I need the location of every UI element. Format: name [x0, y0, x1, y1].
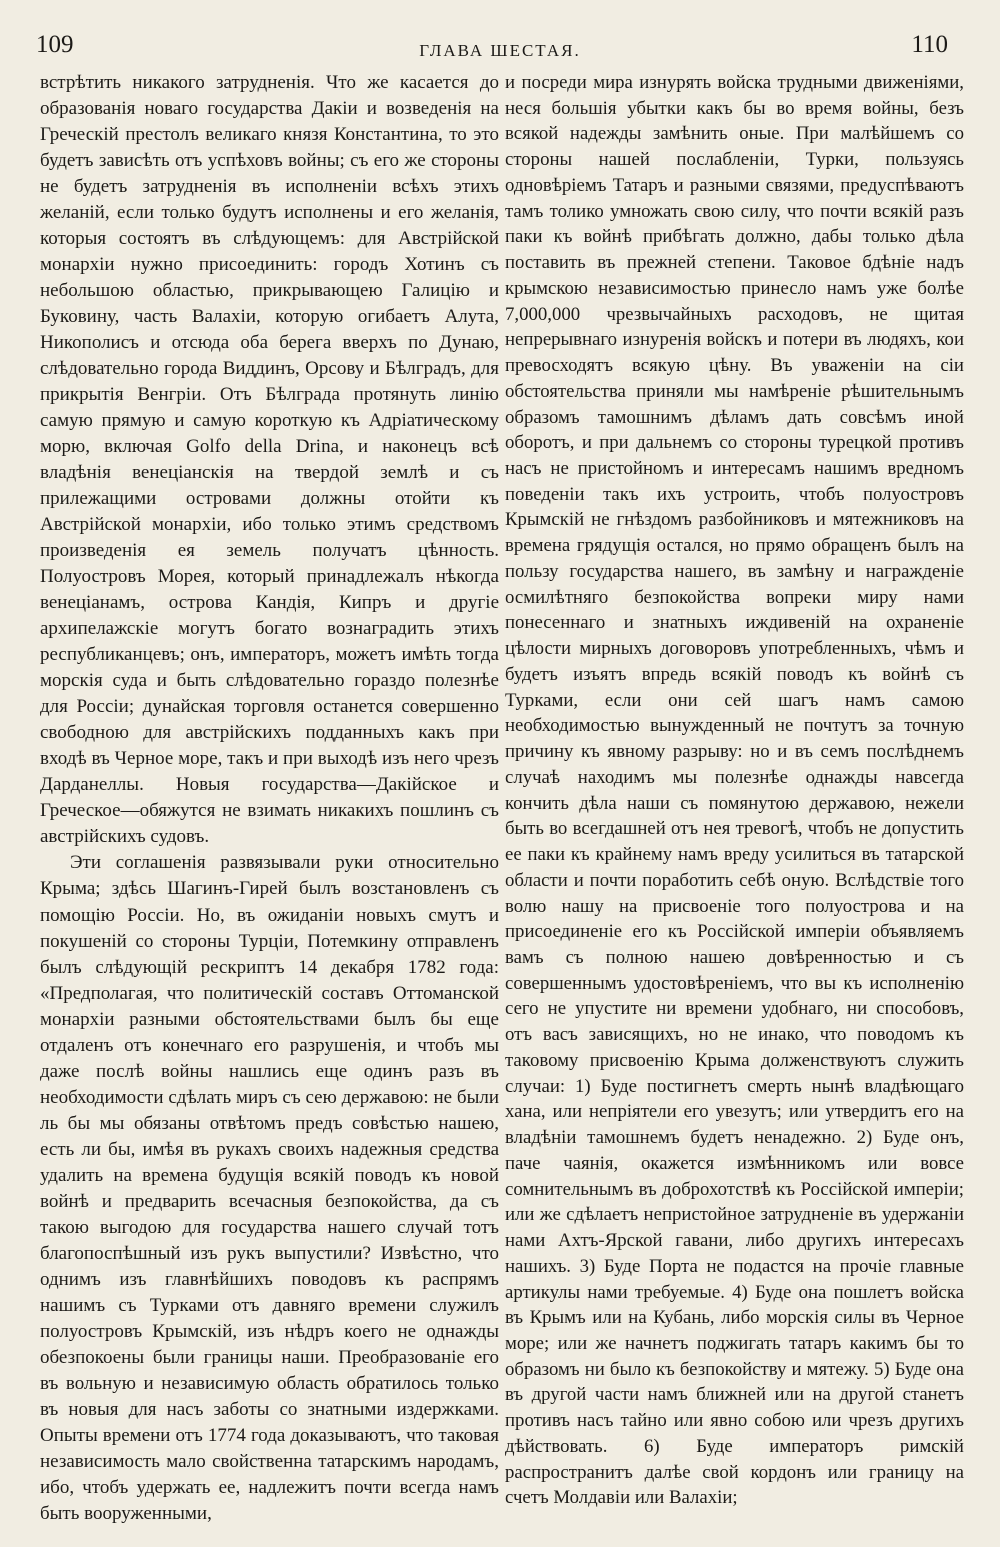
page-number-right: 110 — [911, 31, 948, 58]
left-column — [40, 70, 499, 1527]
right-column — [505, 70, 964, 1511]
left-paragraph-1: встрѣтить никакого затрудненія. Что же касается до образованія новаго государства Дакіи и возведенія на Греческій престолъ великаго князя Константина, то это будетъ зависѣть отъ успѣховъ войны; съ его же стороны не будетъ затрудненія въ исполненіи всѣхъ этихъ желаній, если только будутъ исполнены и его желанія, которыя состоятъ въ слѣдующемъ: для Австрійской монархіи нужно присоединить: городъ Хотинъ съ небольшою областью, прикрывающею Галицію и Буковину, часть Валахіи, которую огибаетъ Алута, Никополисъ и отсюда оба берега вверхъ по Дунаю, слѣдовательно города Виддинъ, Орсову и Бѣлградъ, для прикрытія Венгріи. Отъ Бѣлграда протянуть линію самую прямую и самую короткую къ Адріатическому морю, включая Golfo della Drina, и наконецъ всѣ владѣнія венеціанскія на твердой землѣ и съ прилежащими островами должны отойти къ Австрійской монархіи, ибо только этимъ средствомъ произведенія ея земель получатъ цѣнность. Полуостровъ Морея, который принадлежалъ нѣкогда венеціанамъ, острова Кандія, Кипръ и другіе архипелажскіе могутъ богато вознаградить этихъ республиканцевъ; онъ, императоръ, можетъ имѣть тогда морскія суда и быть слѣдовательно гораздо полезнѣе для Россіи; дунайская торговля останется совершенно свободною для австрійскихъ подданныхъ какъ при входѣ въ Черное море, такъ и при выходѣ изъ него чрезъ Дарданеллы. Новыя государства—Дакійское и Греческое—обяжутся не взимать никакихъ пошлинъ съ австрійскихъ судовъ. — [40, 72, 499, 848]
page-number-left: 109 — [36, 31, 74, 58]
right-paragraph-1: и посреди мира изнурять войска трудными движеніями, неся большія убытки какъ бы во время войны, безъ всякой надежды замѣнить оные. При малѣйшемъ со стороны нашей послабленіи, Турки, пользуясь одновѣріемъ Татаръ и разными связями, предуспѣваютъ тамъ толико умножать свою силу, что почти всякій разъ паки къ войнѣ прибѣгать должно, дабы только дѣла поставить въ прежней степени. Таковое бдѣніе надъ крымскою независимостью принесло намъ уже болѣе 7,000,000 чрезвычайныхъ расходовъ, не щитая непрерывнаго изнуренія войскъ и потери въ людяхъ, кои превосходятъ всякую цѣну. Въ уваженіи на сіи обстоятельства приняли мы намѣреніе рѣшительнымъ образомъ тамошнимъ дѣламъ дать совсѣмъ иной оборотъ, и при дальнемъ со стороны турецкой противъ насъ не пристойномъ и интересамъ нашимъ вредномъ поведеніи такъ ихъ устроить, чтобъ полуостровъ Крымскій не гнѣздомъ разбойниковъ и мятежниковъ на времена грядущія остался, но прямо обращенъ былъ на пользу государства нашего, въ замѣну и награжденіе осмилѣтняго безпокойства вопреки миру нами понесеннаго и знатныхъ иждивеній на охраненіе цѣлости мирныхъ договоровъ употребленныхъ, чѣмъ и будетъ изъятъ впредь всякій поводъ къ войнѣ съ Турками, если они сей шагъ намъ самою необходимостью вынужденный не почтутъ за точную причину къ явному разрыву: но и въ семъ послѣднемъ случаѣ находимъ мы полезнѣе однажды навсегда кончить дѣла наши съ помянутою державою, нежели быть во всегдашней отъ нея тревогѣ, чтобъ не допустить ее паки къ крайнему намъ вреду усилиться въ татарской области и почти поработить себѣ оную. Вслѣдствіе того волю нашу на присвоеніе того полуострова и на присоединеніе его къ Россійской имперіи объявляемъ вамъ съ полною нашею довѣренностью и съ совершеннымъ удостовѣреніемъ, что вы къ исполненію сего не упустите ни времени удобнаго, ни способовъ, отъ васъ зависящихъ, но не инако, что поводомъ къ таковому присвоенію Крыма долженствуютъ служить случаи: 1) Буде постигнетъ смерть нынѣ владѣющаго хана, или непріятели его увезутъ; или утвердитъ его на владѣніи тамошнемъ будетъ ненадежно. 2) Буде онъ, паче чаянія, окажется измѣнникомъ или вовсе сомнительнымъ въ доброхотствѣ къ Россійской имперіи; или же сдѣлаетъ непристойное затрудненіе въ удержаніи нами Ахтъ-Ярской гавани, либо другихъ интересахъ нашихъ. 3) Буде Порта не подастся на прочіе главные артикулы нами требуемые. 4) Буде она пошлетъ войска въ Крымъ или на Кубань, либо морскія силы въ Черное море; или же начнетъ поджигать татаръ какимъ бы то образомъ ни было къ безпокойству и мятежу. 5) Буде она въ другой части намъ ближней или на другой станетъ противъ насъ тайно или явно собою или чрезъ другихъ дѣйствовать. 6) Буде императоръ римскій распространитъ далѣе свой кордонъ или границу на счетъ Молдавіи или Валахіи; — [505, 72, 964, 1509]
running-title: ГЛАВА ШЕСТАЯ. — [419, 41, 581, 60]
left-paragraph-2: Эти соглашенія развязывали руки относительно Крыма; здѣсь Шагинъ-Гирей былъ возстановленъ съ помощію Россіи. Но, въ ожиданіи новыхъ смутъ и покушеній со стороны Турціи, Потемкину отправленъ былъ слѣдующій рескриптъ 14 декабря 1782 года: «Предполагая, что политическій составъ Оттоманской монархіи разными обстоятельствами былъ бы еще отдаленъ отъ конечнаго его разрушенія, и чтобъ мы даже послѣ войны нашлись еще одинъ разъ въ необходимости сдѣлать миръ съ сею державою: не были ль бы мы обязаны отвѣтомъ предъ совѣстью нашею, есть ли бы, имѣя въ рукахъ своихъ надежныя средства удалить на времена будущія всякій поводъ къ новой войнѣ и предварить всечасныя безпокойства, да съ такою выгодою для государства нашего случай тотъ благопоспѣшный изъ рукъ выпустили? Извѣстно, что однимъ изъ главнѣйшихъ поводовъ къ распрямъ нашимъ съ Турками отъ давняго времени служилъ полуостровъ Крымскій, изъ нѣдръ коего не однажды обезпокоены были границы наши. Преобразованіе его въ вольную и независимую область обратилось только въ новыя для насъ заботы со знатными издержками. Опыты времени отъ 1774 года доказываютъ, что таковая независимость мало свойственна татарскимъ народамъ, ибо, чтобъ удержать ее, надлежитъ почти всегда намъ быть вооруженными, — [40, 852, 499, 1524]
